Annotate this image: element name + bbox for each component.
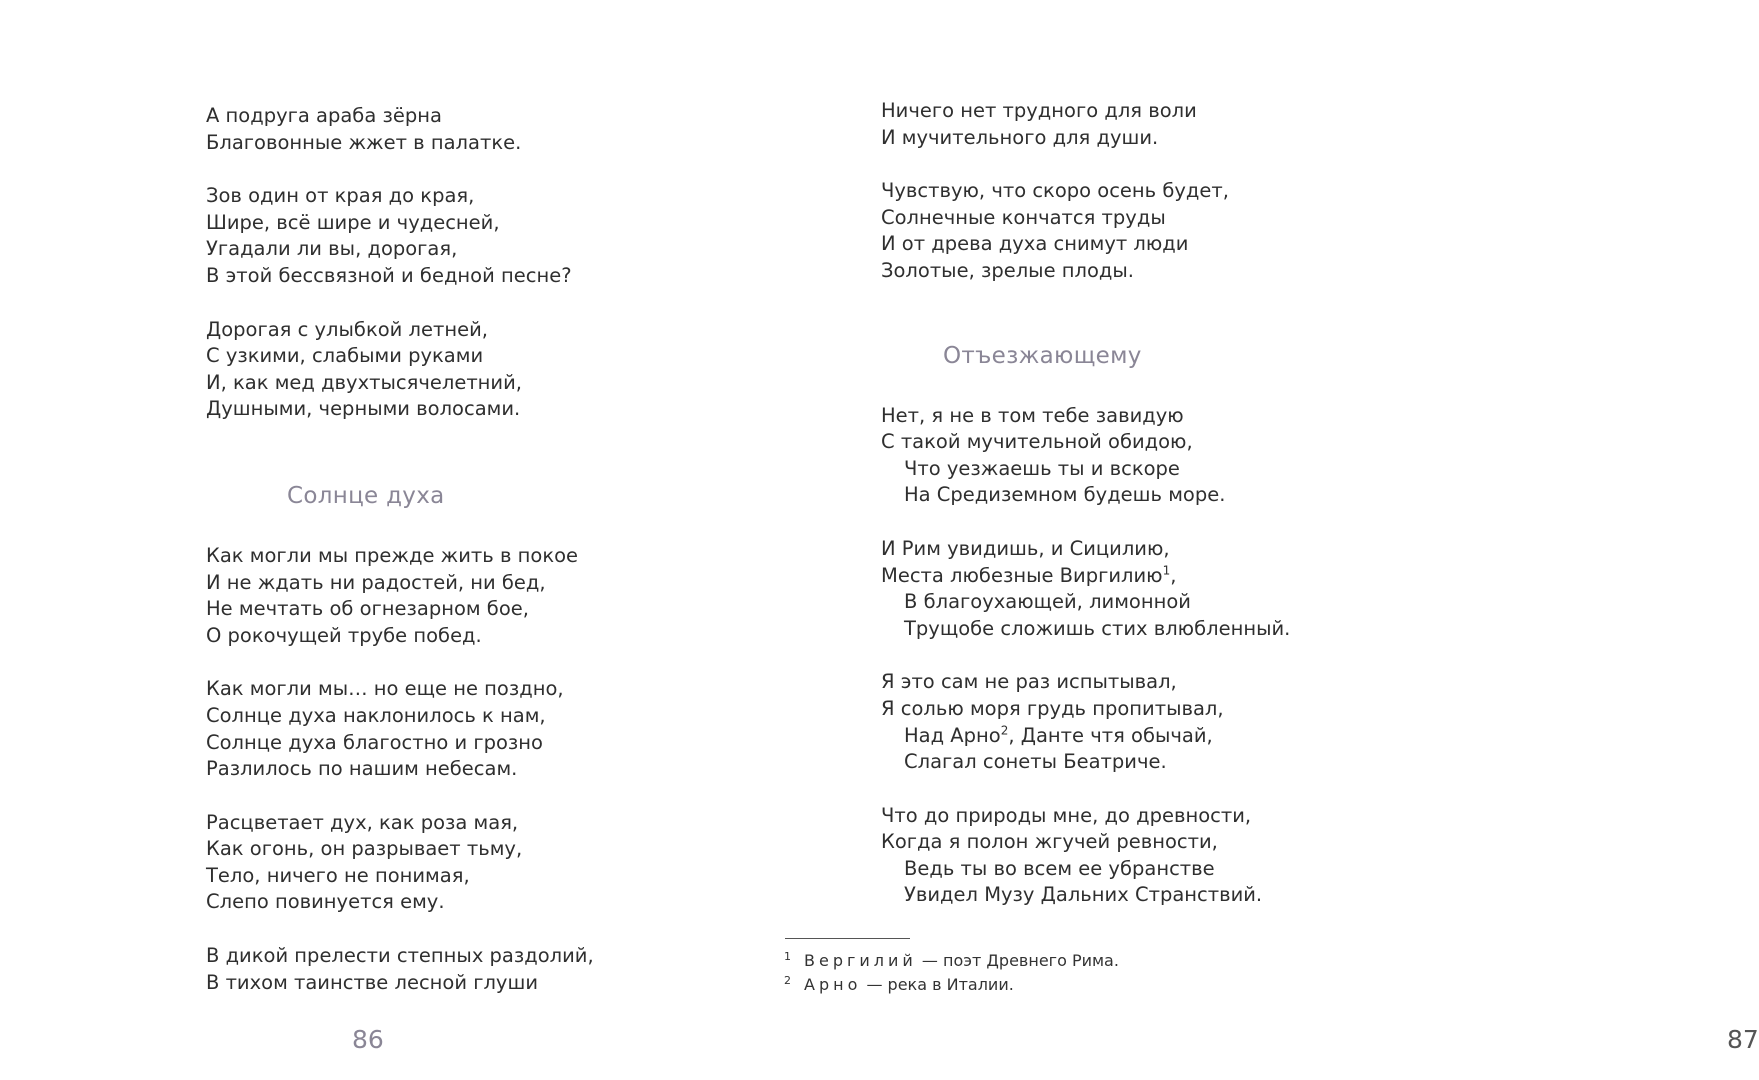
left-page — [0, 0, 700, 1080]
footnote-number: 1 — [784, 950, 791, 963]
stanza — [881, 178, 1290, 284]
stanza — [881, 403, 1290, 509]
verse-line: В этой бессвязной и бедной песне? — [206, 263, 572, 287]
footnotes — [784, 949, 1119, 997]
verse-line: Шире, всё шире и чудесней, — [206, 210, 500, 234]
verse-line: Слепо повинуется ему. — [206, 890, 445, 914]
footnote-text: — поэт Древнего Рима. — [916, 951, 1119, 970]
verse-line: С такой мучительной обидою, — [881, 430, 1193, 454]
verse-line: Что до природы мне, до древности, — [881, 803, 1252, 827]
verse-line: И Рим увидишь, и Сицилию, — [881, 536, 1170, 560]
stanza — [206, 676, 594, 782]
verse-line: Зов один от края до края, — [206, 184, 475, 208]
verse-line: Угадали ли вы, дорогая, — [206, 237, 458, 261]
verse-line: Я это сам не раз испытывал, — [881, 670, 1177, 694]
verse-line: В благоухающей, лимонной — [904, 590, 1191, 614]
verse-line: И не ждать ни радостей, ни бед, — [206, 570, 546, 594]
poem-title: Отъезжающему — [943, 342, 1142, 369]
verse-line: Как огонь, он разрывает тьму, — [206, 837, 523, 861]
verse-line: Ведь ты во всем ее убранстве — [904, 856, 1215, 880]
right-page — [700, 0, 1759, 1080]
verse-line: Чувствую, что скоро осень будет, — [881, 179, 1229, 203]
poem-title: Солнце духа — [287, 482, 445, 509]
verse-line: Золотые, зрелые плоды. — [881, 258, 1134, 282]
page-number: 87 — [1727, 1025, 1759, 1054]
verse-line: Ничего нет трудного для воли — [881, 99, 1197, 122]
verse-line: В тихом таинстве лесной глуши — [206, 970, 538, 994]
footnote — [784, 949, 1119, 973]
footnote-number: 2 — [784, 974, 791, 987]
verse-text: , — [1170, 563, 1177, 587]
stanza — [206, 103, 594, 156]
verse-line: Не мечтать об огнезарном бое, — [206, 597, 529, 621]
verse-line: Солнечные кончатся труды — [881, 205, 1166, 229]
verse-line: И от древа духа снимут люди — [881, 232, 1189, 256]
verse-line: И мучительного для души. — [881, 125, 1159, 149]
verse-line: Нет, я не в том тебе завидую — [881, 403, 1184, 427]
stanza — [881, 669, 1290, 775]
footnote-marker: 1 — [1162, 563, 1171, 578]
stanza — [881, 803, 1290, 909]
verse-line: Увидел Музу Дальних Странствий. — [904, 883, 1263, 907]
verse-line: Солнце духа благостно и грозно — [206, 730, 543, 754]
stanza — [206, 543, 594, 649]
left-text-column — [206, 103, 594, 1023]
footnote — [784, 973, 1119, 997]
verse-text: Над Арно — [904, 723, 1001, 747]
right-text-column — [881, 98, 1290, 936]
verse-line — [881, 723, 1290, 750]
verse-line: Что уезжаешь ты и вскоре — [904, 456, 1180, 480]
verse-line: Как могли мы… но еще не поздно, — [206, 677, 564, 701]
footnote-divider — [785, 938, 910, 939]
verse-line: Расцветает дух, как роза мая, — [206, 810, 519, 834]
footnote-term: Арно — [804, 975, 862, 994]
stanza — [206, 810, 594, 916]
verse-line: Я солью моря грудь пропитывал, — [881, 696, 1224, 720]
verse-line: Слагал сонеты Беатриче. — [904, 750, 1167, 774]
stanza — [881, 98, 1290, 151]
footnote-term: Вергилий — [804, 951, 917, 970]
page-number: 86 — [352, 1025, 384, 1054]
verse-line: На Средиземном будешь море. — [904, 483, 1226, 507]
stanza — [881, 536, 1290, 642]
verse-line: Когда я полон жгучей ревности, — [881, 830, 1218, 854]
verse-line: Благовонные жжет в палатке. — [206, 130, 522, 154]
verse-text: , Данте чтя обычай, — [1008, 723, 1213, 747]
verse-line: С узкими, слабыми руками — [206, 344, 484, 368]
verse-line: В дикой прелести степных раздолий, — [206, 944, 594, 968]
stanza — [206, 317, 594, 423]
footnote-text: — река в Италии. — [861, 975, 1014, 994]
verse-line: Душными, черными волосами. — [206, 397, 521, 421]
verse-line: Тело, ничего не понимая, — [206, 863, 470, 887]
verse-line: О рокочущей трубе побед. — [206, 623, 482, 647]
verse-line: Трущобе сложишь стих влюбленный. — [904, 616, 1291, 640]
verse-line: Солнце духа наклонилось к нам, — [206, 703, 546, 727]
verse-line: И, как мед двухтысячелетний, — [206, 370, 522, 394]
verse-text: Места любезные Виргилию — [881, 563, 1163, 587]
stanza — [206, 943, 594, 996]
verse-line: Разлилось по нашим небесам. — [206, 757, 518, 781]
verse-line: А подруга араба зёрна — [206, 104, 442, 127]
verse-line: Как могли мы прежде жить в покое — [206, 543, 579, 567]
verse-line: Дорогая с улыбкой летней, — [206, 317, 488, 341]
footnote-marker: 2 — [1000, 723, 1009, 737]
stanza — [206, 183, 594, 289]
verse-line — [881, 563, 1290, 590]
